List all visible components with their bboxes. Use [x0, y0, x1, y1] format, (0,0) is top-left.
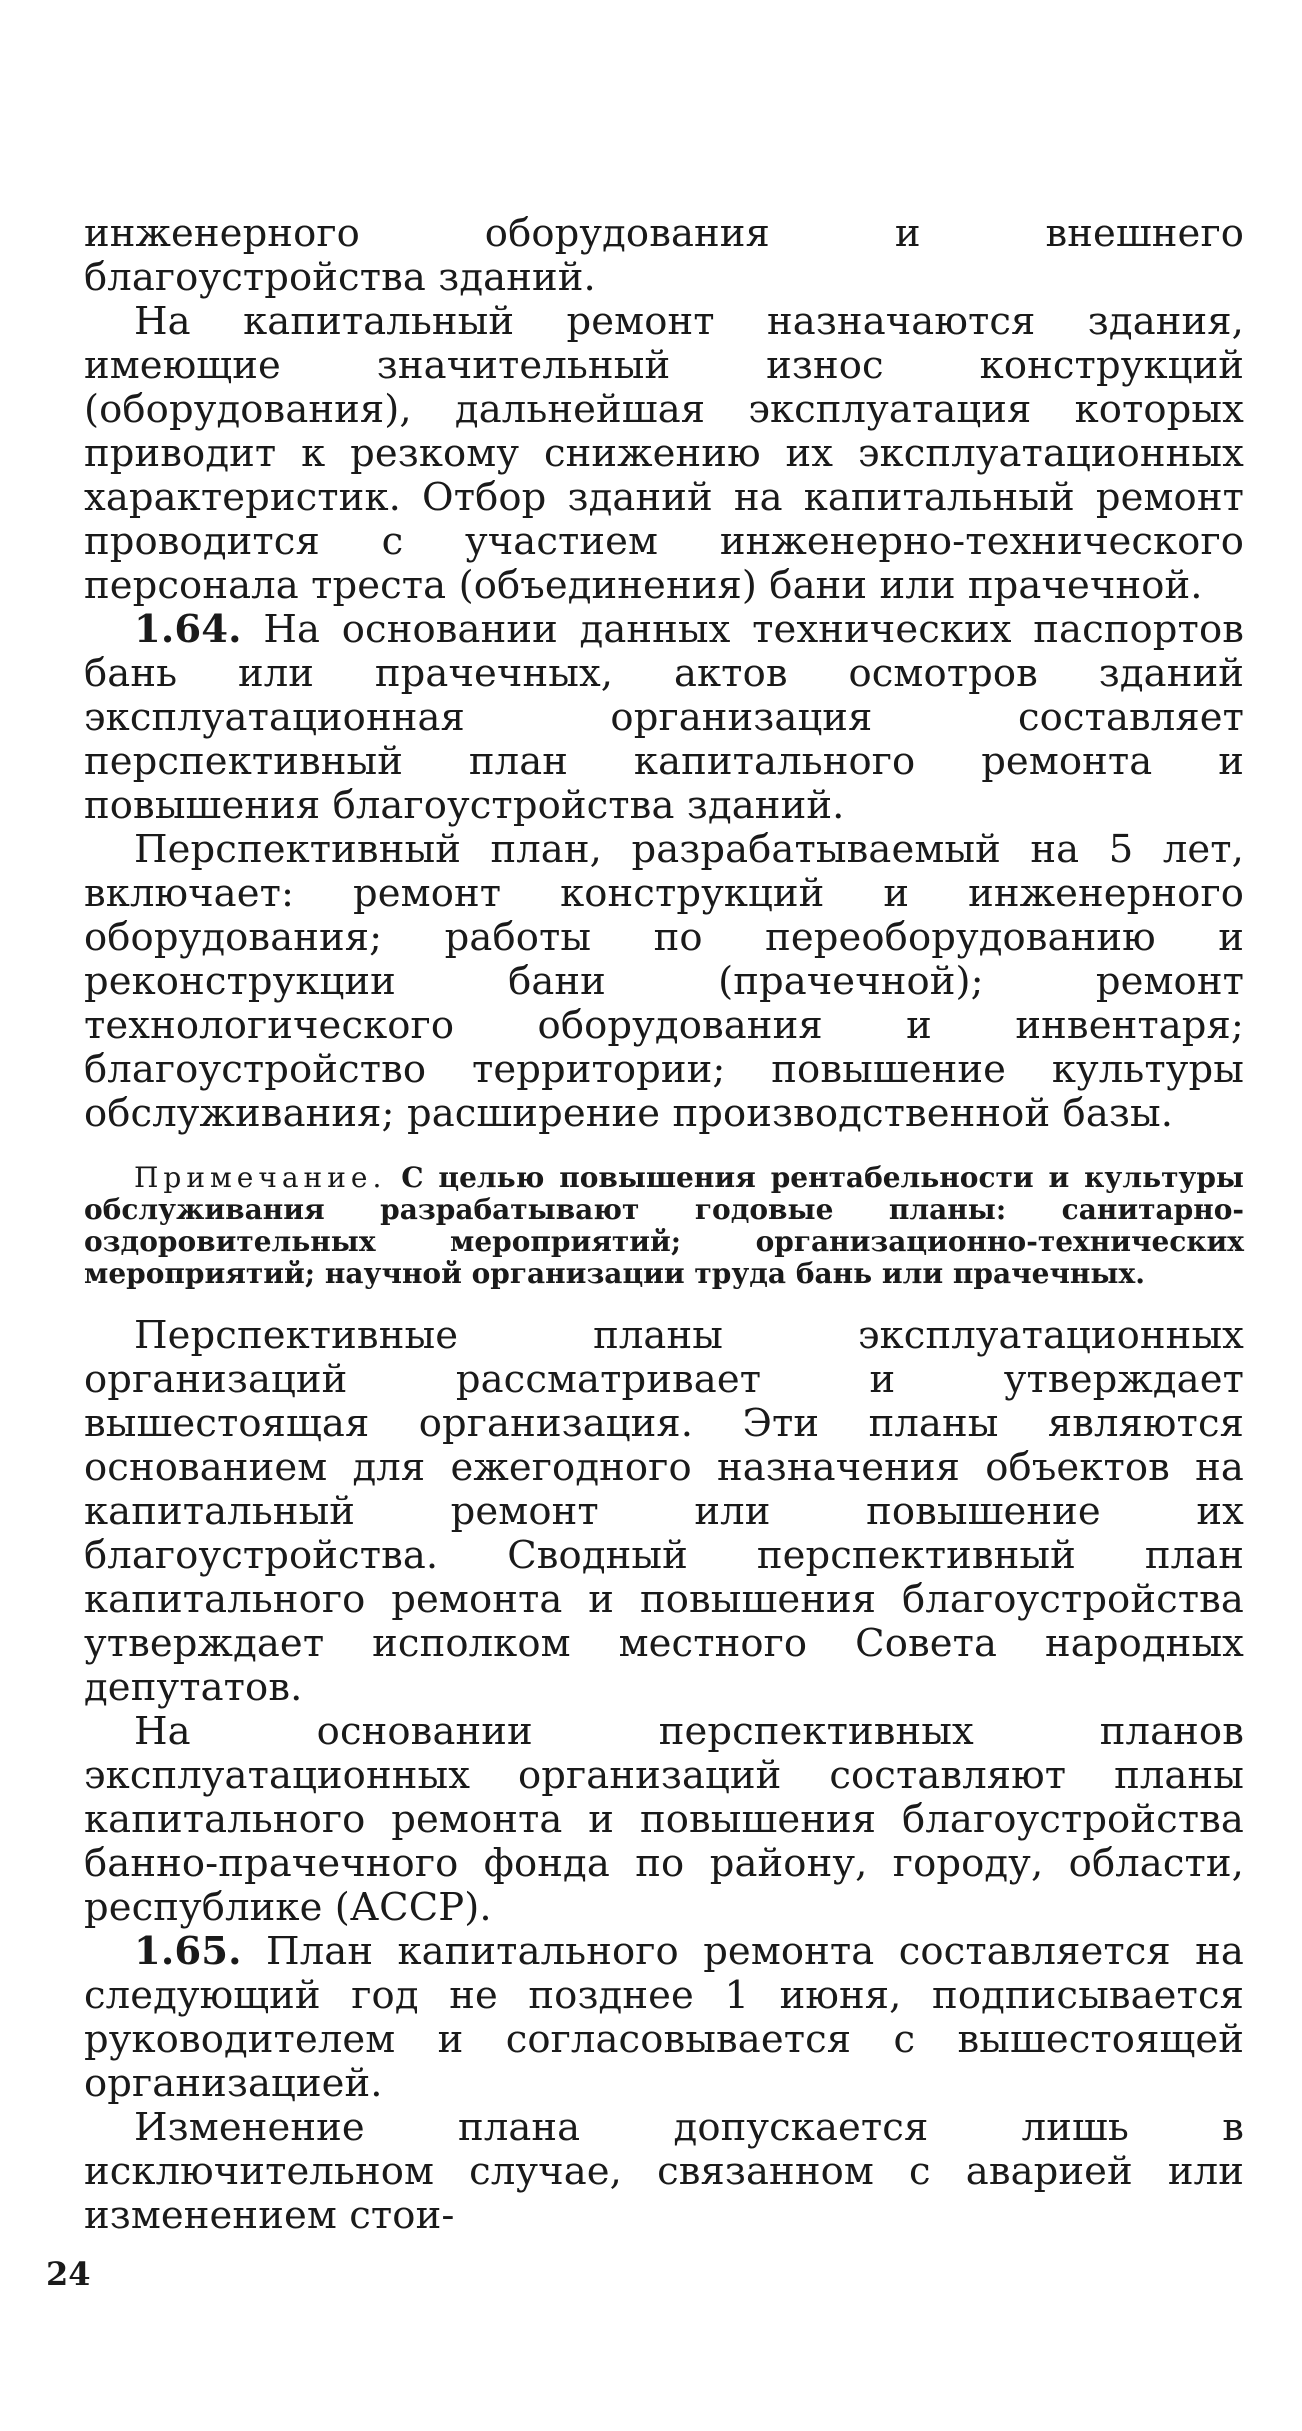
paragraph: На капитальный ремонт назначаются здания, имеющие значительный износ конструкций (оборудования), дальнейшая эксплуатация которых приводит к резкому снижению их эксплуатационных характеристик. Отбор зданий на капитальный ремонт проводится с участием инженерно-технического персонала треста (объединения) бани или прачечной.	[84, 299, 1244, 608]
note-text: С целью повышения рентабельности и культуры обслуживания разрабатывают годовые планы: санитарно-оздоровительных мероприятий; организационно-технических мероприятий; научной организации труда бань или прачечных.	[84, 1161, 1244, 1290]
paragraph	[84, 608, 1244, 828]
paragraph: Изменение плана допускается лишь в исключительном случае, связанном с аварией или изменением стои-	[84, 2105, 1244, 2238]
section-number: 1.64.	[134, 607, 242, 652]
note	[84, 1162, 1244, 1290]
paragraph: На основании перспективных планов эксплуатационных организаций составляют планы капитального ремонта и повышения благоустройства банно-прачечного фонда по району, городу, области, республике (АССР).	[84, 1709, 1244, 1930]
note-label: Примечание.	[134, 1161, 387, 1194]
page-number: 24	[46, 2255, 91, 2293]
section-number: 1.65.	[134, 1929, 242, 1974]
paragraph	[84, 1930, 1244, 2106]
page-body	[84, 212, 1244, 2238]
paragraph-text: План капитального ремонта составляется на следующий год не позднее 1 июня, подписывается руководителем и согласовывается с вышестоящей организацией.	[84, 1929, 1244, 2106]
paragraph: Перспективный план, разрабатываемый на 5 лет, включает: ремонт конструкций и инженерного оборудования; работы по переоборудованию и реконструкции бани (прачечной); ремонт технологического оборудования и инвентаря; благоустройство территории; повышение культуры обслуживания; расширение производственной базы.	[84, 827, 1244, 1136]
paragraph: Перспективные планы эксплуатационных организаций рассматривает и утверждает вышестоящая организация. Эти планы являются основанием для ежегодного назначения объектов на капитальный ремонт или повышение их благоустройства. Сводный перспективный план капитального ремонта и повышения благоустройства утверждает исполком местного Совета народных депутатов.	[84, 1313, 1244, 1710]
paragraph-text: На основании данных технических паспортов бань или прачечных, актов осмотров зданий эксплуатационная организация составляет перспективный план капитального ремонта и повышения благоустройства зданий.	[84, 607, 1244, 828]
paragraph: инженерного оборудования и внешнего благоустройства зданий.	[84, 211, 1244, 300]
